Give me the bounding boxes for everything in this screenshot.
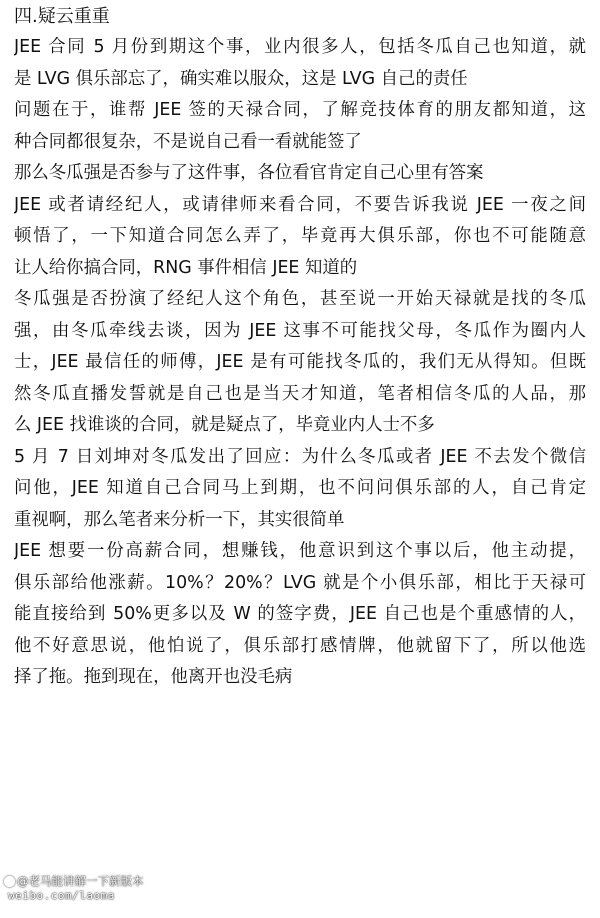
text-line: 强，由冬瓜牵线去谈，因为 JEE 这事不可能找父母，冬瓜作为圈内人 <box>14 320 586 341</box>
section-heading: 四.疑云重重 <box>14 6 110 27</box>
paragraph <box>14 442 586 537</box>
text-line: 能直接给到 50%更多以及 W 的签字费，JEE 自己也是个重感情的人， <box>14 604 586 624</box>
paragraph <box>14 95 586 158</box>
text-line: 么 JEE 找谁谈的合同，就是疑点了，毕竟业内人士不多 <box>14 415 435 435</box>
paragraph <box>14 32 586 95</box>
text-line: 重视啊，那么笔者来分析一下，其实很简单 <box>14 509 345 530</box>
paragraph <box>14 158 586 190</box>
text-line: JEE 或者请经纪人，或请律师来看合同，不要告诉我说 JEE 一夜之间 <box>14 194 586 215</box>
text-line: 冬瓜强是否扮演了经纪人这个角色，甚至说一开始天禄就是找的冬瓜 <box>14 289 586 309</box>
watermark-url: weibo.com/laoma <box>8 889 115 902</box>
text-line: 顿悟了，一下知道合同怎么弄了，毕竟再大俱乐部，你也不可能随意 <box>14 226 586 246</box>
text-line: 问他，JEE 知道自己合同马上到期，也不问问俱乐部的人，自己肯定 <box>14 478 586 498</box>
text-line: 然冬瓜直播发誓就是自己也是当天才知道，笔者相信冬瓜的人品，那 <box>14 383 586 404</box>
paragraph <box>14 284 586 442</box>
text-line: 他不好意思说，他怕说了，俱乐部打感情牌，他就留下了，所以他选 <box>14 635 586 656</box>
text-line: 5 月 7 日刘坤对冬瓜发出了回应：为什么冬瓜或者 JEE 不去发个微信 <box>14 446 586 467</box>
paragraph <box>14 190 586 285</box>
text-line: JEE 想要一份高薪合同，想赚钱，他意识到这个事以后，他主动提， <box>14 541 586 561</box>
text-line: 士，JEE 最信任的师傅，JEE 是有可能找冬瓜的，我们无从得知。但既 <box>14 352 586 372</box>
watermark-handle-text: @老马能讲解一下新版本 <box>17 874 144 888</box>
paragraph <box>14 536 586 694</box>
text-line: 让人给你搞合同，RNG 事件相信 JEE 知道的 <box>14 257 358 278</box>
text-line: 种合同都很复杂，不是说自己看一看就能签了 <box>14 131 362 152</box>
text-line: 那么冬瓜强是否参与了这件事，各位看官肯定自己心里有答案 <box>14 163 484 183</box>
text-line: 俱乐部给他涨薪。10%？20%？LVG 就是个小俱乐部，相比于天禄可 <box>14 572 586 593</box>
text-line: 择了拖。拖到现在，他离开也没毛病 <box>14 667 293 687</box>
text-line: 问题在于，谁帮 JEE 签的天禄合同，了解竞技体育的朋友都知道，这 <box>14 100 586 120</box>
text-line: JEE 合同 5 月份到期这个事，业内很多人，包括冬瓜自己也知道，就 <box>14 37 586 57</box>
text-line: 是 LVG 俱乐部忘了，确实难以服众，这是 LVG 自己的责任 <box>14 68 468 89</box>
